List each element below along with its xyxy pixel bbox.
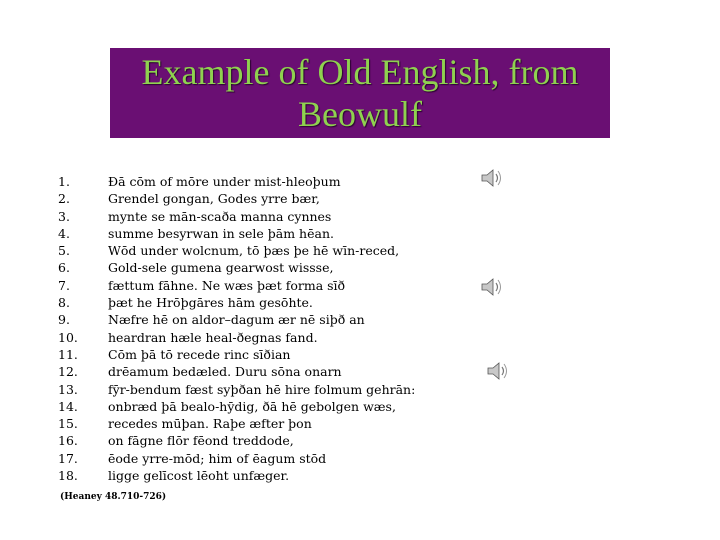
poem-line: [58, 208, 478, 225]
line-number: 7.: [58, 277, 70, 293]
poem-line: [58, 277, 478, 294]
title-banner: [110, 48, 610, 138]
line-text: Grendel gongan, Godes yrre bær,: [108, 191, 320, 207]
poem-line: [58, 398, 478, 415]
poem-line: [58, 225, 478, 242]
line-number: 2.: [58, 191, 70, 207]
poem-line: [58, 467, 478, 484]
line-text: heardran hæle heal-ðegnas fand.: [108, 329, 318, 345]
slide-title: Example of Old English, from Beowulf: [141, 52, 579, 134]
poem-line: [58, 432, 478, 449]
poem-line: [58, 329, 478, 346]
line-text: on fāgne flōr fēond treddode,: [108, 433, 294, 449]
speaker-icon[interactable]: [480, 276, 504, 298]
line-text: fættum fāhne. Ne wæs þæt forma sīð: [108, 277, 346, 293]
line-number: 14.: [58, 398, 78, 414]
line-text: drēamum bedæled. Duru sōna onarn: [108, 364, 342, 380]
line-number: 1.: [58, 174, 70, 189]
line-text: þæt he Hrōþgāres hām gesōhte.: [108, 295, 313, 311]
line-text: Gold-sele gumena gearwost wissse,: [108, 260, 334, 276]
poem-line: [58, 311, 478, 328]
line-text: summe besyrwan in sele þām hēan.: [108, 225, 334, 241]
poem-line: [58, 259, 478, 276]
line-number: 3.: [58, 208, 70, 224]
line-number: 16.: [58, 433, 78, 449]
poem-line: [58, 173, 478, 190]
speaker-icon[interactable]: [480, 167, 504, 189]
line-text: recedes mūþan. Raþe æfter þon: [108, 416, 312, 432]
line-text: Ðā cōm of mōre under mist-hleoþum: [108, 174, 341, 189]
line-text: Wōd under wolcnum, tō þæs þe hē wīn-reced,: [108, 243, 400, 259]
line-number: 5.: [58, 243, 70, 259]
poem-line: [58, 363, 478, 380]
poem-line: [58, 242, 478, 259]
line-number: 6.: [58, 260, 70, 276]
line-text: Næfre hē on aldor–dagum ær nē siþð an: [108, 312, 365, 328]
line-number: 8.: [58, 295, 70, 311]
line-number: 17.: [58, 450, 78, 466]
line-number: 4.: [58, 225, 70, 241]
line-text: ēode yrre-mōd; him of ēagum stōd: [108, 450, 327, 466]
poem-line: [58, 450, 478, 467]
line-text: ligge gelīcost lēoht unfæger.: [108, 468, 290, 484]
line-text: mynte se mān-scaða manna cynnes: [108, 208, 332, 224]
line-number: 9.: [58, 312, 70, 328]
poem-line: [58, 294, 478, 311]
speaker-icon[interactable]: [486, 360, 510, 382]
line-number: 15.: [58, 416, 78, 432]
poem-line: [58, 190, 478, 207]
line-number: 11.: [58, 346, 78, 362]
line-text: onbræd þā bealo-hȳdig, ðā hē gebolgen wæs,: [108, 398, 396, 414]
line-number: 18.: [58, 468, 78, 484]
poem-line: [58, 381, 478, 398]
line-text: fȳr-bendum fæst syþðan hē hire folmum gehrān:: [108, 381, 416, 397]
line-text: Cōm þā tō recede rinc sīðian: [108, 346, 291, 362]
line-number: 13.: [58, 381, 78, 397]
poem-line: [58, 346, 478, 363]
poem-text: [58, 173, 478, 484]
citation: (Heaney 48.710-726): [60, 492, 167, 502]
line-number: 10.: [58, 329, 78, 345]
poem-line: [58, 415, 478, 432]
line-number: 12.: [58, 364, 78, 380]
